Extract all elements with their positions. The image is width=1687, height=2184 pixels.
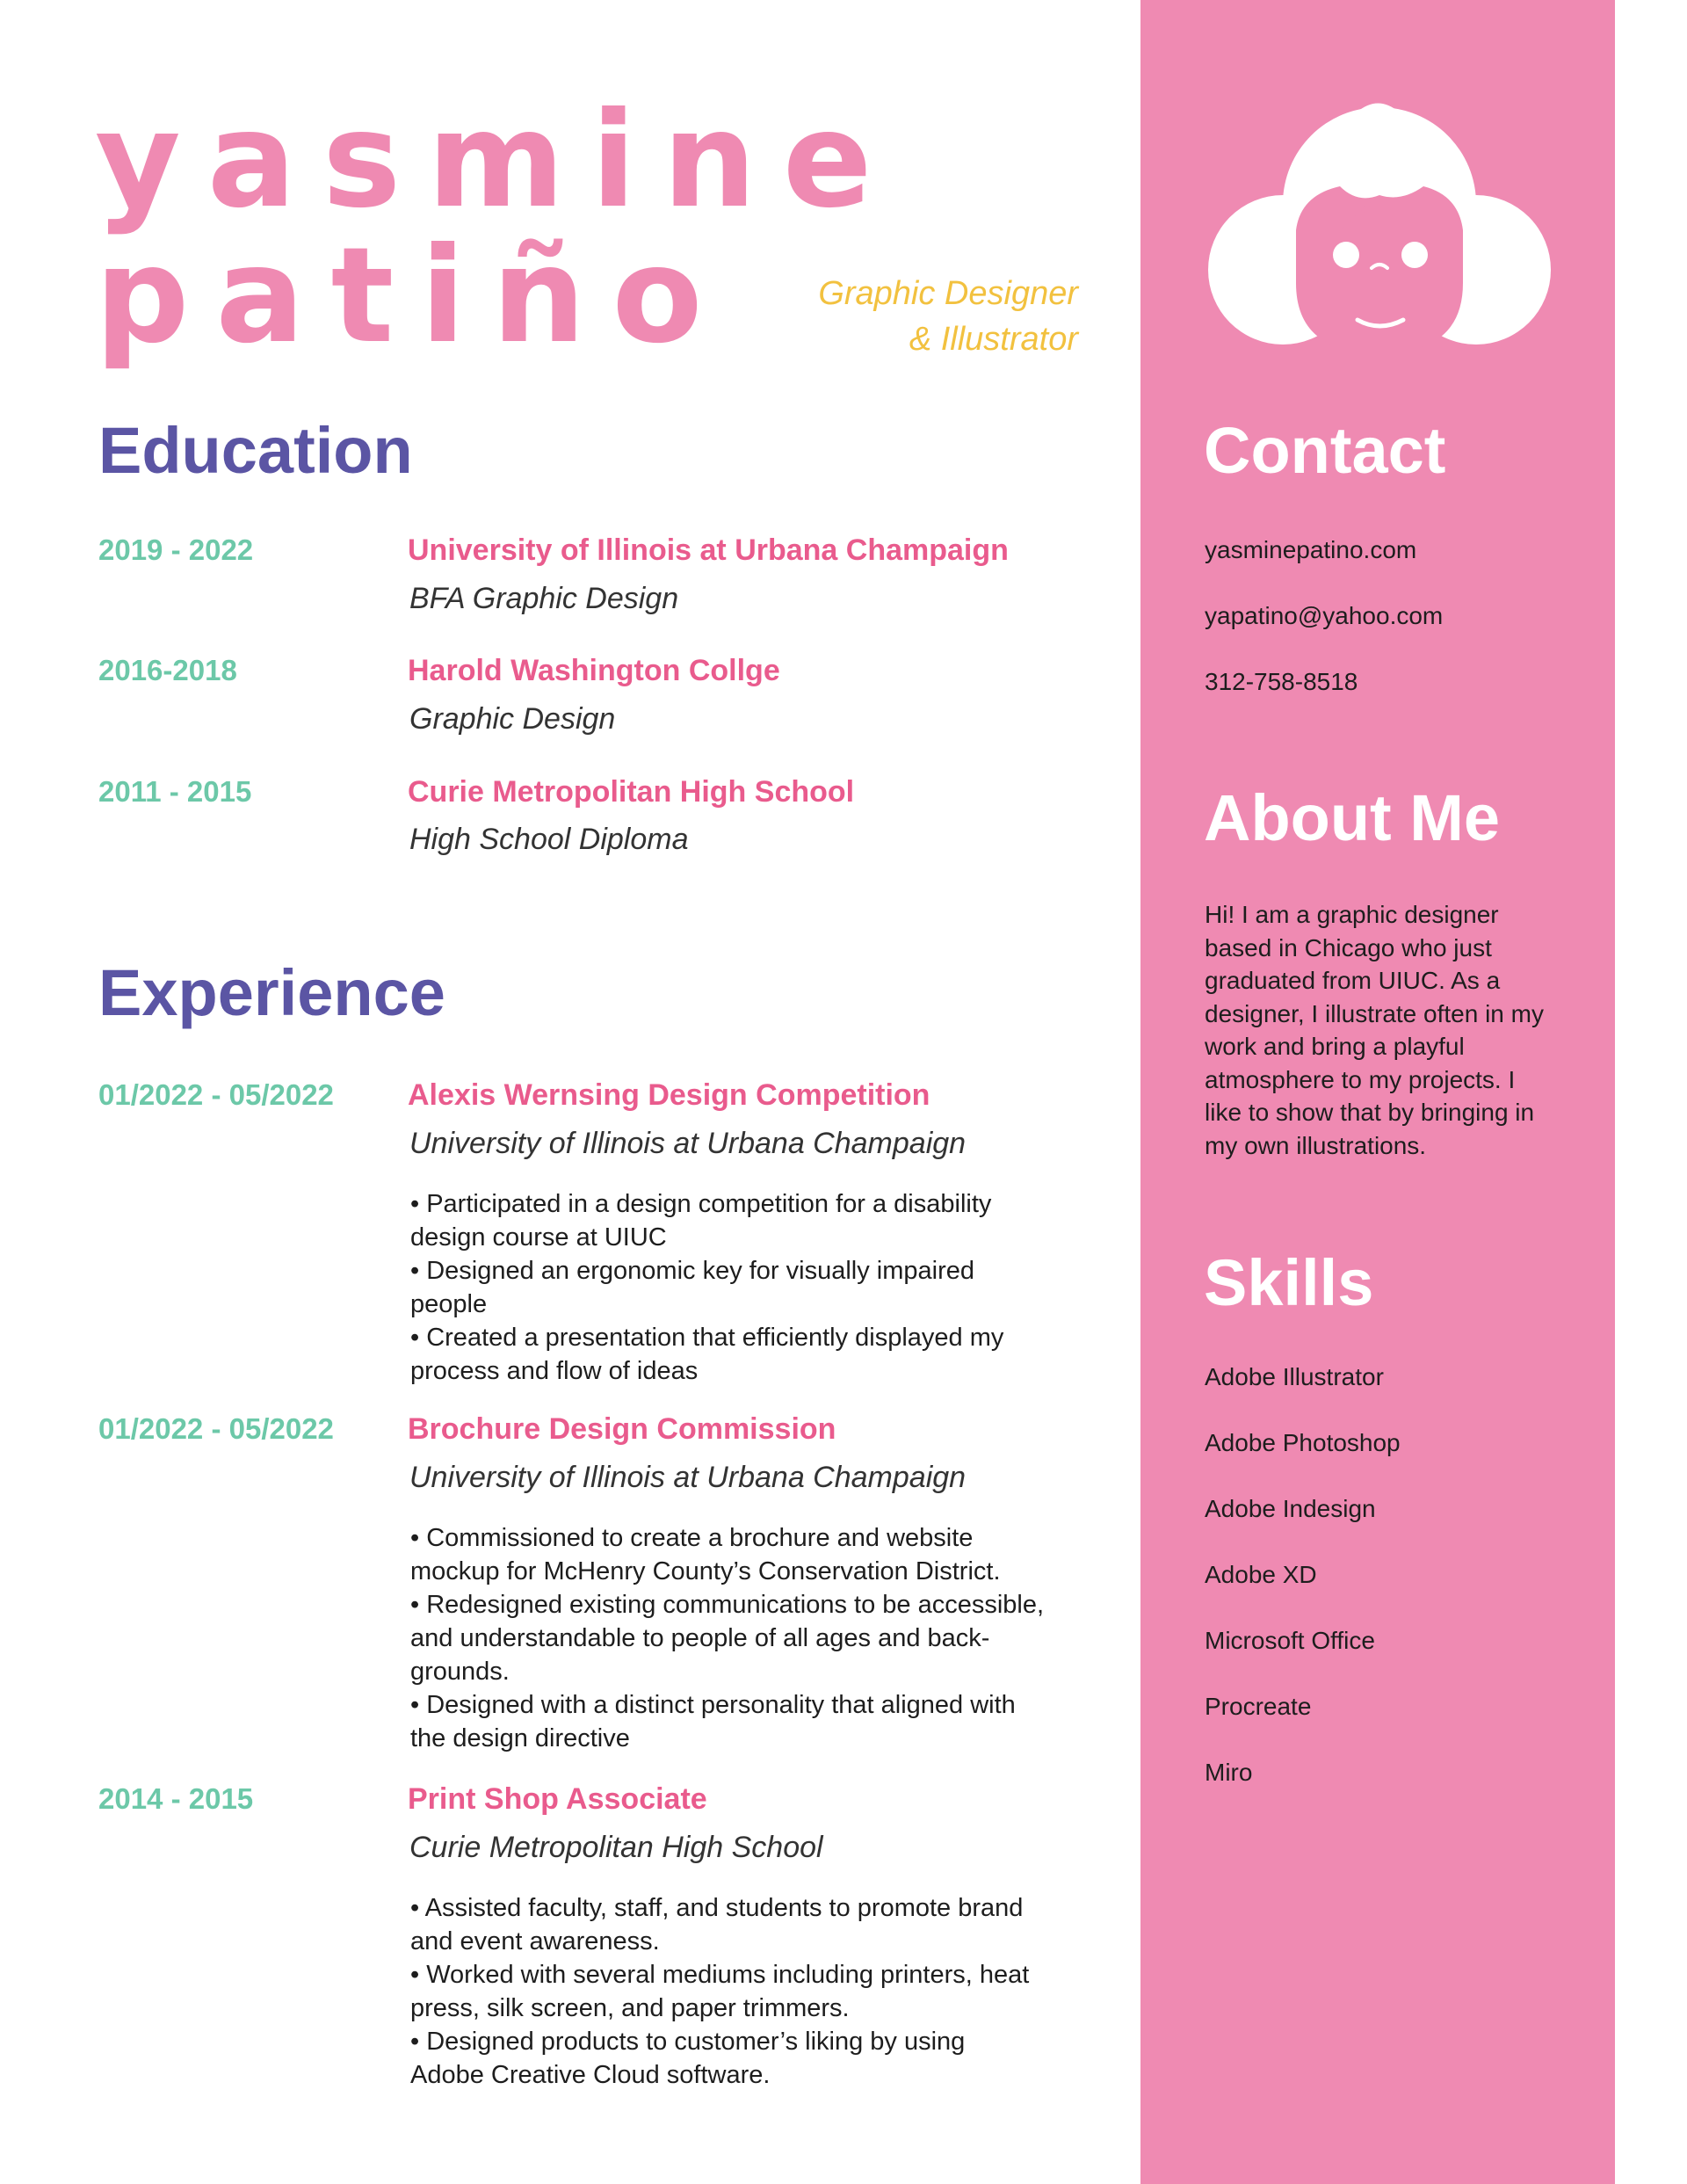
education-school: Curie Metropolitan High School	[408, 775, 855, 809]
experience-title: Alexis Wernsing Design Competition	[408, 1078, 930, 1112]
experience-bullets	[410, 1187, 1096, 1388]
skill-item: Microsoft Office	[1205, 1627, 1375, 1654]
bullet-item: • Designed with a distinct personality that aligned with the design directive	[410, 1691, 1016, 1752]
experience-org: Curie Metropolitan High School	[409, 1831, 823, 1864]
skill-item: Adobe XD	[1205, 1561, 1317, 1588]
avatar-illustration	[1199, 98, 1560, 362]
contact-email[interactable]: yapatino@yahoo.com	[1205, 602, 1444, 629]
contact-website[interactable]: yasminepatino.com	[1205, 536, 1417, 563]
contact-phone: 312-758-8518	[1205, 668, 1358, 695]
tagline	[639, 271, 1078, 362]
skills-heading: Skills	[1204, 1246, 1374, 1319]
experience-date: 2014 - 2015	[98, 1782, 254, 1815]
education-degree: High School Diploma	[409, 823, 689, 856]
education-date: 2019 - 2022	[98, 533, 254, 566]
bullet-item: • Created a presentation that efficiently displayed my process and flow of ideas	[410, 1324, 1004, 1385]
about-text: Hi! I am a graphic designer based in Chicago who just graduated from UIUC. As a designer, I illustrate often in my work and bring a playful atmosphere to my projects. I like to show that by bringing in my own illustrations.	[1205, 901, 1544, 1159]
skill-item: Adobe Photoshop	[1205, 1429, 1401, 1456]
bullet-item: • Worked with several mediums including printers, heat press, silk screen, and paper trimmers.	[410, 1961, 1030, 2022]
last-name: patiño	[95, 220, 729, 373]
skill-item: Miro	[1205, 1759, 1253, 1786]
experience-date: 01/2022 - 05/2022	[98, 1078, 334, 1111]
education-date: 2016-2018	[98, 654, 237, 686]
bullet-item: • Redesigned existing communications to be accessible, and understandable to people of all ages and back- grounds.	[410, 1591, 1045, 1686]
skill-item: Adobe Indesign	[1205, 1495, 1376, 1522]
experience-bullets	[410, 1891, 1096, 2092]
skill-item: Procreate	[1205, 1693, 1312, 1720]
first-name: yasmine	[95, 84, 899, 237]
experience-heading: Experience	[98, 956, 445, 1029]
bullet-item: • Participated in a design competition for a disability design course at UIUC	[410, 1190, 992, 1252]
bullet-item: • Commissioned to create a brochure and website mockup for McHenry County’s Conservation District.	[410, 1524, 1001, 1585]
bullet-item: • Designed products to customer’s liking by using Adobe Creative Cloud software.	[410, 2028, 966, 2089]
experience-org: University of Illinois at Urbana Champaign	[409, 1127, 967, 1160]
bullet-item: • Designed an ergonomic key for visually impaired people	[410, 1257, 975, 1318]
education-degree: BFA Graphic Design	[409, 582, 679, 615]
experience-bullets	[410, 1521, 1096, 1755]
education-school: Harold Washington Collge	[408, 654, 780, 687]
education-heading: Education	[98, 414, 413, 487]
experience-date: 01/2022 - 05/2022	[98, 1412, 334, 1445]
about-heading: About Me	[1204, 781, 1501, 854]
education-degree: Graphic Design	[409, 702, 616, 736]
tagline-line-2: & Illustrator	[909, 321, 1078, 358]
tagline-line-1: Graphic Designer	[818, 275, 1078, 312]
education-date: 2011 - 2015	[98, 775, 252, 808]
contact-heading: Contact	[1204, 414, 1446, 487]
experience-title: Print Shop Associate	[408, 1782, 707, 1816]
experience-org: University of Illinois at Urbana Champaign	[409, 1461, 967, 1494]
bullet-item: • Assisted faculty, staff, and students to promote brand and event awareness.	[410, 1894, 1024, 1955]
skill-item: Adobe Illustrator	[1205, 1363, 1384, 1390]
experience-title: Brochure Design Commission	[408, 1412, 836, 1446]
education-school: University of Illinois at Urbana Champaign	[408, 533, 1009, 567]
